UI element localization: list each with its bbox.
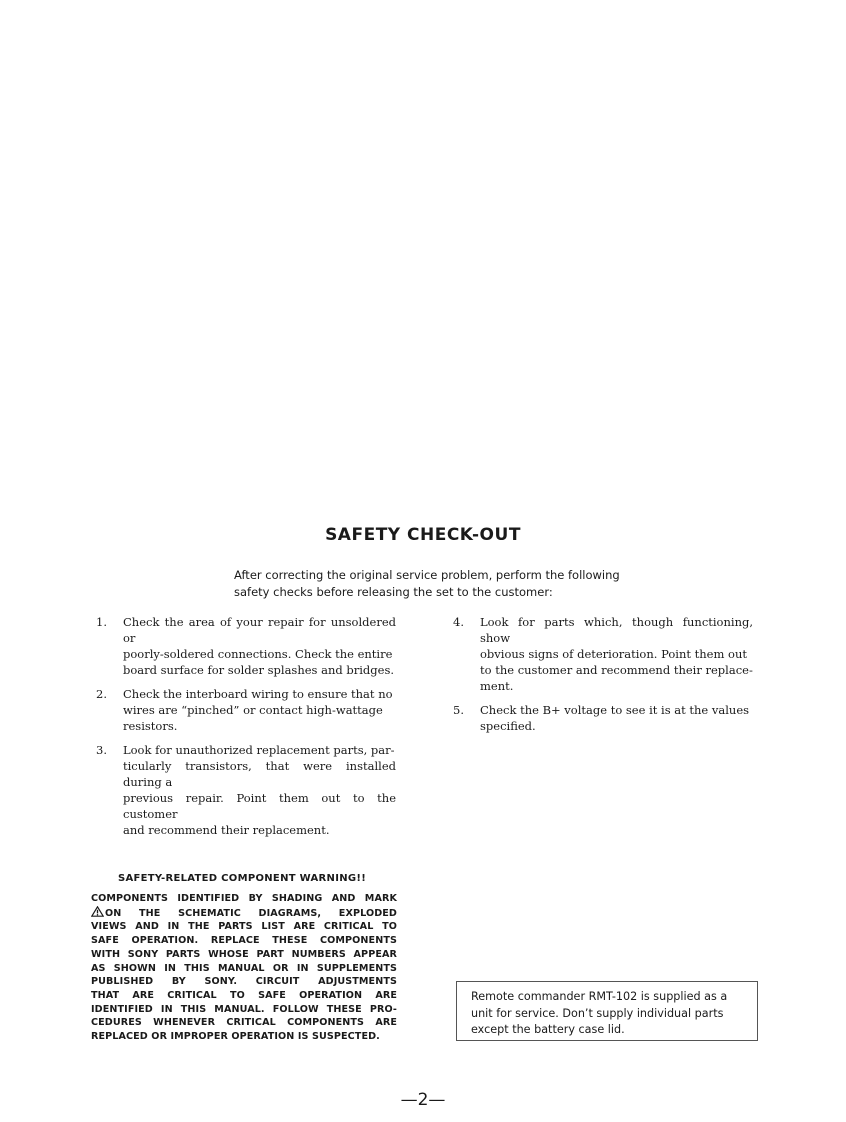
- warning-triangle-icon: [91, 906, 104, 917]
- item-number: 1.: [96, 615, 107, 629]
- warning-line: WITH SONY PARTS WHOSE PART NUMBERS APPEAR: [91, 948, 397, 960]
- item-number: 4.: [453, 615, 464, 629]
- checklist-right-column: [453, 614, 753, 742]
- item-text: Look for unauthorized replacement parts, par- ticularly transistors, that were installed during a previous repair. Point them out to the customer and recommend their replacement.: [123, 743, 396, 837]
- warning-line: COMPONENTS IDENTIFIED BY SHADING AND MARK: [91, 893, 397, 904]
- notice-line: except the battery case lid.: [471, 1023, 625, 1036]
- warning-body: [91, 892, 397, 1044]
- notice-line: Remote commander RMT-102 is supplied as a: [471, 990, 728, 1003]
- checklist-item: [453, 702, 753, 734]
- page-title: SAFETY CHECK-OUT: [325, 525, 521, 545]
- warning-line: PUBLISHED BY SONY. CIRCUIT ADJUSTMENTS: [91, 976, 397, 988]
- item-number: 3.: [96, 743, 107, 757]
- checklist-item: [96, 614, 396, 678]
- warning-line: IDENTIFIED IN THIS MANUAL. FOLLOW THESE PRO-: [91, 1003, 397, 1015]
- warning-line: THAT ARE CRITICAL TO SAFE OPERATION ARE: [91, 989, 397, 1001]
- checklist-item: [96, 742, 396, 838]
- item-text: Check the area of your repair for unsoldered or poorly-soldered connections. Check the entire board surface for solder splashes and bridges.: [123, 615, 396, 677]
- warning-line: REPLACED OR IMPROPER OPERATION IS SUSPECTED.: [91, 1031, 380, 1043]
- warning-line-with-icon: ON THE SCHEMATIC DIAGRAMS, EXPLODED: [91, 906, 397, 921]
- warning-line: VIEWS AND IN THE PARTS LIST ARE CRITICAL TO: [91, 921, 397, 933]
- warning-line: AS SHOWN IN THIS MANUAL OR IN SUPPLEMENTS: [91, 962, 397, 974]
- page-number: —2—: [400, 1090, 446, 1110]
- intro-line: After correcting the original service problem, perform the following: [234, 568, 620, 582]
- item-number: 2.: [96, 687, 107, 701]
- warning-line: SAFE OPERATION. REPLACE THESE COMPONENTS: [91, 935, 397, 947]
- item-text: Look for parts which, though functioning, show obvious signs of deterioration. Point them out to the customer and recommend their replace- ment.: [480, 615, 753, 693]
- checklist-left-column: [96, 614, 396, 846]
- item-number: 5.: [453, 703, 464, 717]
- checklist-item: [96, 686, 396, 734]
- service-notice-box: [456, 981, 758, 1041]
- intro-line: safety checks before releasing the set to the customer:: [234, 585, 553, 599]
- notice-line: unit for service. Don’t supply individual parts: [471, 1006, 724, 1020]
- warning-title: SAFETY-RELATED COMPONENT WARNING!!: [118, 873, 367, 884]
- item-text: Check the B+ voltage to see it is at the values specified.: [480, 703, 750, 733]
- item-text: Check the interboard wiring to ensure that no wires are “pinched” or contact high-wattage resistors.: [123, 687, 393, 733]
- intro-paragraph: [234, 567, 654, 601]
- warning-line: CEDURES WHENEVER CRITICAL COMPONENTS ARE: [91, 1017, 397, 1029]
- checklist-item: [453, 614, 753, 694]
